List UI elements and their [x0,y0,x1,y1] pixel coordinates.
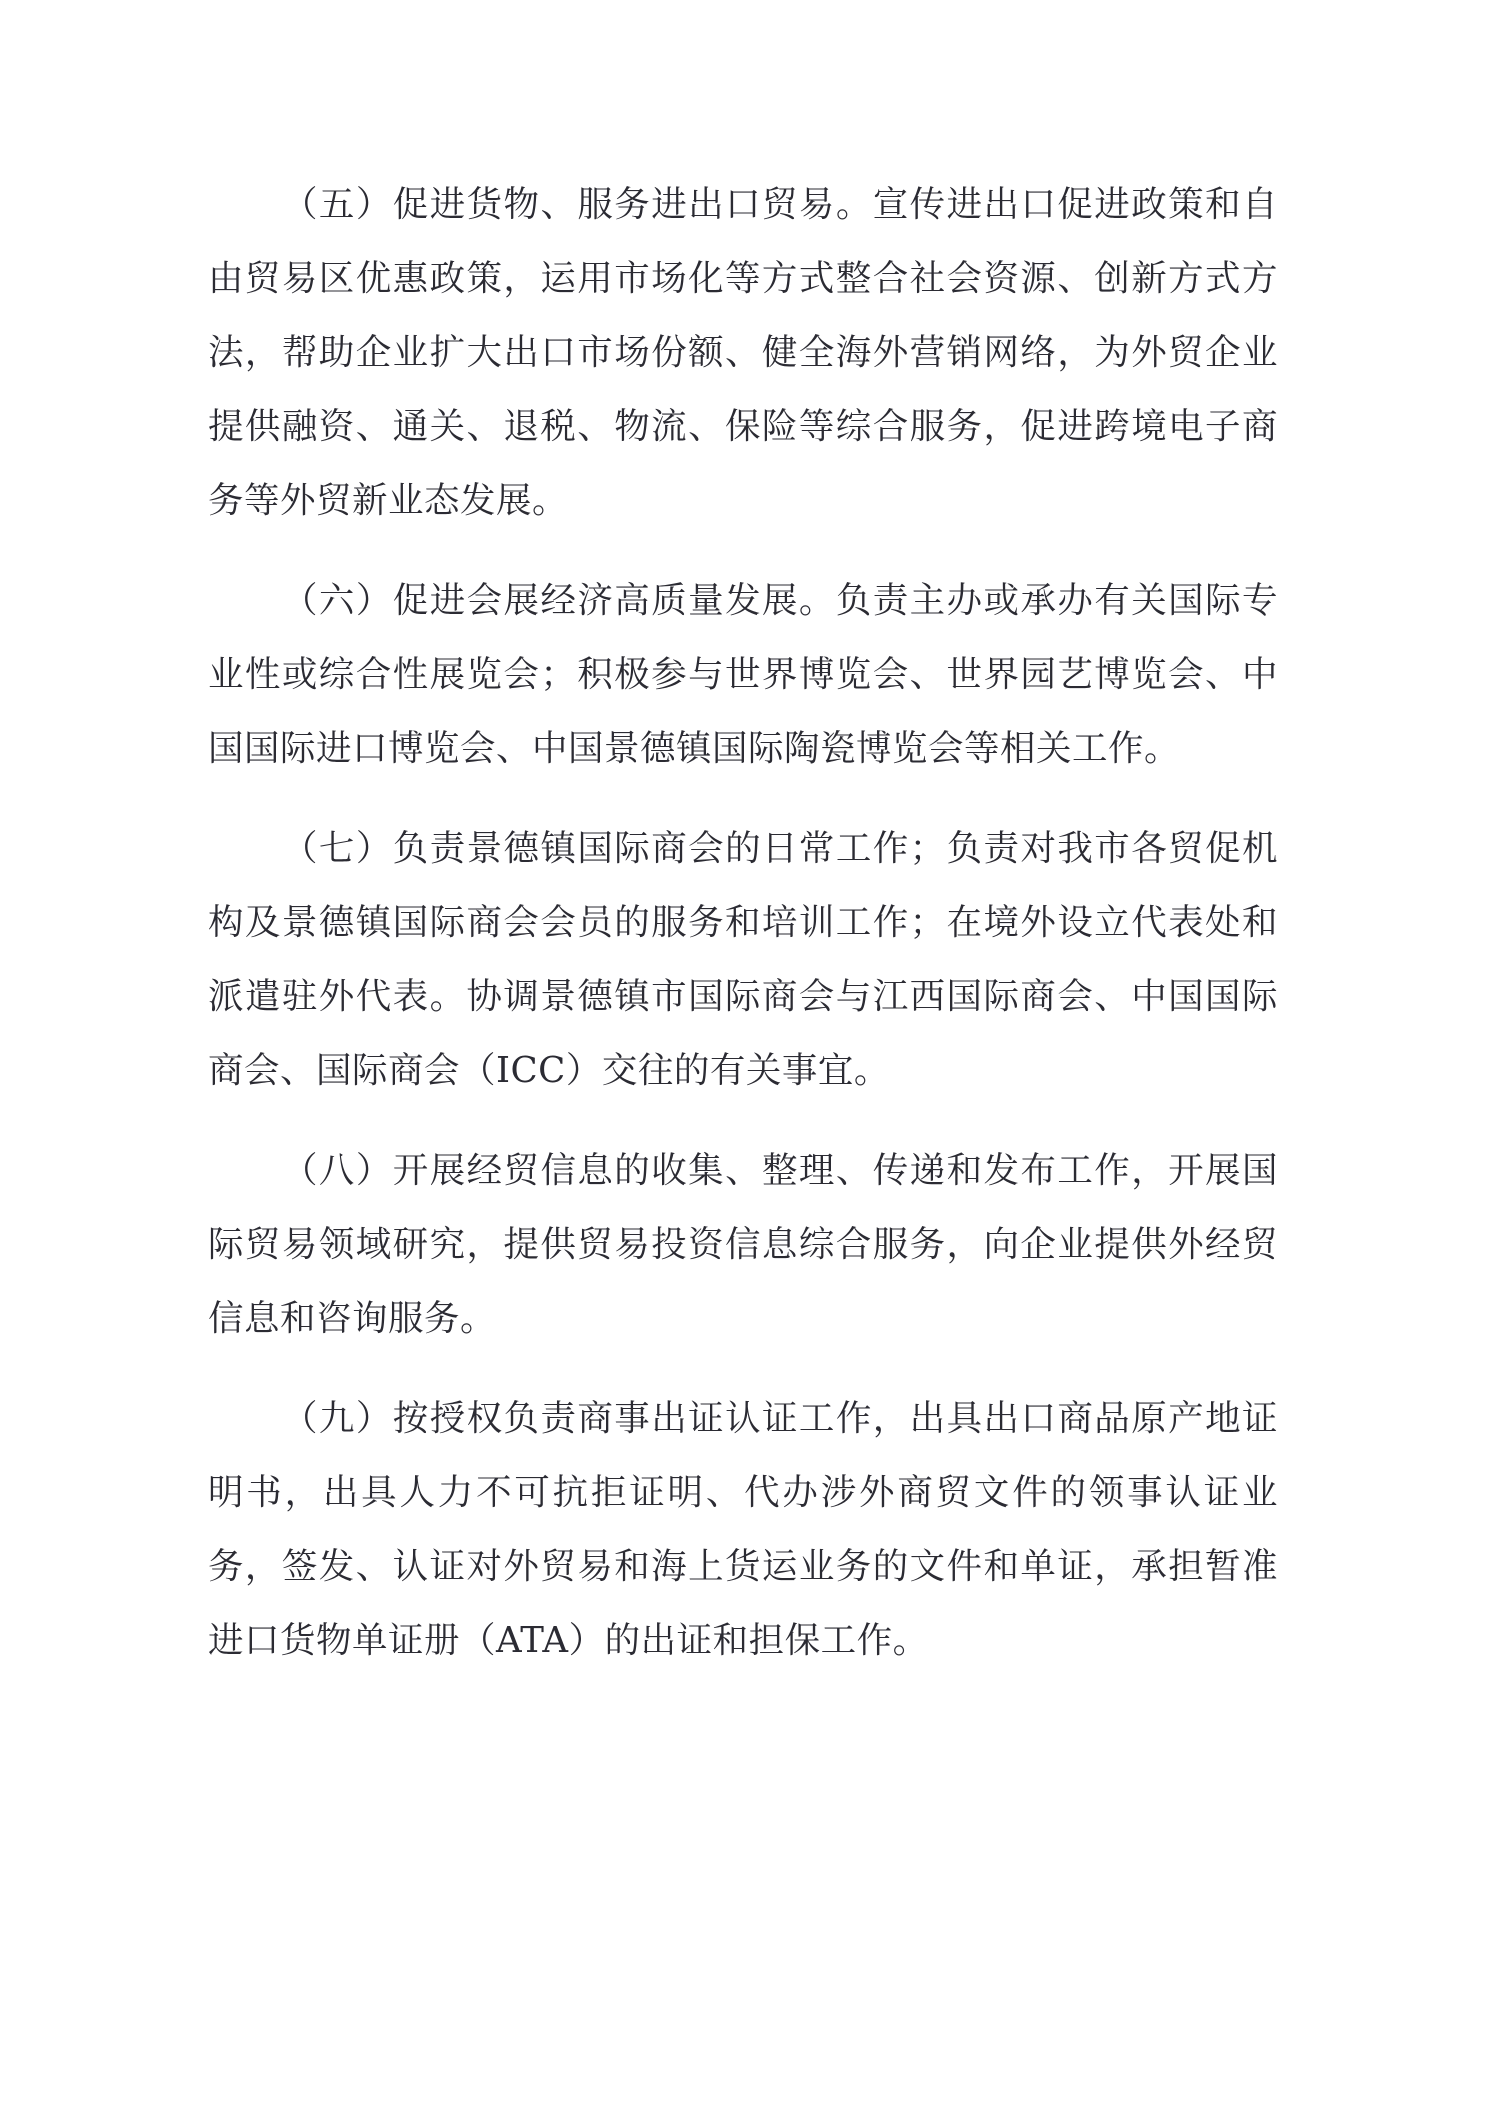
paragraph-five: （五）促进货物、服务进出口贸易。宣传进出口促进政策和自由贸易区优惠政策，运用市场化等方式整合社会资源、创新方式方法，帮助企业扩大出口市场份额、健全海外营销网络，为外贸企业提供融资、通关、退税、物流、保险等综合服务，促进跨境电子商务等外贸新业态发展。 [208,184,1278,521]
paragraph-six: （六）促进会展经济高质量发展。负责主办或承办有关国际专业性或综合性展览会；积极参与世界博览会、世界园艺博览会、中国国际进口博览会、中国景德镇国际陶瓷博览会等相关工作。 [208,580,1278,769]
paragraph-seven: （七）负责景德镇国际商会的日常工作；负责对我市各贸促机构及景德镇国际商会会员的服务和培训工作；在境外设立代表处和派遣驻外代表。协调景德镇市国际商会与江西国际商会、中国国际商会、国际商会（ICC）交往的有关事宜。 [208,828,1278,1091]
paragraph-eight: （八）开展经贸信息的收集、整理、传递和发布工作，开展国际贸易领域研究，提供贸易投资信息综合服务，向企业提供外经贸信息和咨询服务。 [208,1150,1278,1339]
paragraph-nine: （九）按授权负责商事出证认证工作，出具出口商品原产地证明书，出具人力不可抗拒证明、代办涉外商贸文件的领事认证业务，签发、认证对外贸易和海上货运业务的文件和单证，承担暂准进口货物单证册（ATA）的出证和担保工作。 [208,1398,1278,1661]
document-body [208,168,1278,1678]
